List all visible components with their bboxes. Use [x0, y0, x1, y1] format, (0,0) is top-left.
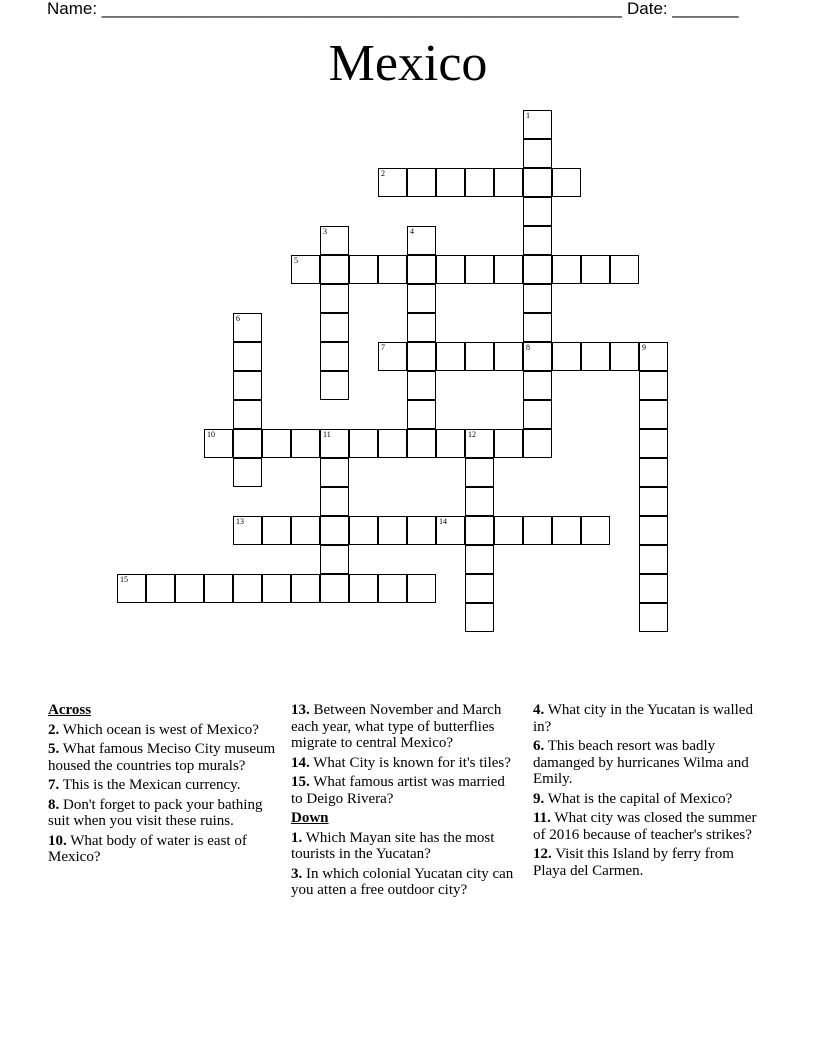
- grid-cell[interactable]: [436, 255, 465, 284]
- grid-cell[interactable]: [523, 284, 552, 313]
- clue-number: 10: [207, 430, 215, 439]
- grid-cell[interactable]: [262, 516, 291, 545]
- clue-number: 12: [468, 430, 476, 439]
- grid-cell[interactable]: [320, 487, 349, 516]
- grid-cell[interactable]: [233, 371, 262, 400]
- clue-across-8: 8. Don't forget to pack your bathing suit when you visit these ruins.: [48, 796, 263, 829]
- grid-cell[interactable]: [494, 516, 523, 545]
- clue-across-2: 2. Which ocean is west of Mexico?: [48, 721, 259, 738]
- clue-column-2: [291, 702, 516, 902]
- grid-cell[interactable]: [407, 371, 436, 400]
- across-heading: Across: [48, 702, 92, 718]
- grid-cell[interactable]: [639, 545, 668, 574]
- grid-cell[interactable]: [407, 516, 436, 545]
- grid-cell[interactable]: [233, 516, 262, 545]
- grid-cell[interactable]: [320, 574, 349, 603]
- grid-cell[interactable]: [639, 487, 668, 516]
- grid-cell[interactable]: [320, 342, 349, 371]
- grid-cell[interactable]: [436, 516, 465, 545]
- grid-cell[interactable]: [233, 342, 262, 371]
- grid-cell[interactable]: [291, 429, 320, 458]
- grid-cell[interactable]: [465, 574, 494, 603]
- grid-cell[interactable]: [378, 255, 407, 284]
- grid-cell[interactable]: [407, 284, 436, 313]
- grid-cell[interactable]: [639, 371, 668, 400]
- grid-cell[interactable]: [523, 139, 552, 168]
- grid-cell[interactable]: [639, 429, 668, 458]
- grid-cell[interactable]: [320, 371, 349, 400]
- clue-number: 7: [381, 343, 385, 352]
- grid-cell[interactable]: [378, 429, 407, 458]
- grid-cell[interactable]: [320, 458, 349, 487]
- clue-down-1: 1. Which Mayan site has the most tourists in the Yucatan?: [291, 829, 495, 862]
- grid-cell[interactable]: [436, 342, 465, 371]
- grid-cell[interactable]: [639, 516, 668, 545]
- grid-cell[interactable]: [436, 429, 465, 458]
- grid-cell[interactable]: [407, 574, 436, 603]
- clue-column-3: [533, 702, 758, 882]
- grid-cell[interactable]: [349, 574, 378, 603]
- grid-cell[interactable]: [204, 429, 233, 458]
- clue-across-15: 15. What famous artist was married to Deigo Rivera?: [291, 774, 505, 807]
- grid-cell[interactable]: [291, 574, 320, 603]
- grid-cell[interactable]: [117, 574, 146, 603]
- grid-cell[interactable]: [378, 574, 407, 603]
- clue-down-3: 3. In which colonial Yucatan city can you atten a free outdoor city?: [291, 865, 514, 898]
- grid-cell[interactable]: [465, 342, 494, 371]
- grid-cell[interactable]: [465, 429, 494, 458]
- clue-across-10: 10. What body of water is east of Mexico?: [48, 832, 247, 865]
- grid-cell[interactable]: [349, 429, 378, 458]
- grid-cell[interactable]: [610, 342, 639, 371]
- clue-number: 6: [236, 314, 240, 323]
- grid-cell[interactable]: [320, 226, 349, 255]
- grid-cell[interactable]: [465, 458, 494, 487]
- clue-column-1: [48, 702, 280, 869]
- grid-cell[interactable]: [465, 255, 494, 284]
- clue-down-6: 6. This beach resort was badly damanged by hurricanes Wilma and Emily.: [533, 738, 749, 787]
- grid-cell[interactable]: [262, 574, 291, 603]
- grid-cell[interactable]: [552, 168, 581, 197]
- grid-cell[interactable]: [378, 516, 407, 545]
- grid-cell[interactable]: [320, 545, 349, 574]
- grid-cell[interactable]: [523, 255, 552, 284]
- grid-cell[interactable]: [204, 574, 233, 603]
- grid-cell[interactable]: [349, 516, 378, 545]
- clue-number: 3: [323, 227, 327, 236]
- clue-number: 9: [642, 343, 646, 352]
- grid-cell[interactable]: [494, 429, 523, 458]
- grid-cell[interactable]: [320, 516, 349, 545]
- grid-cell[interactable]: [523, 168, 552, 197]
- grid-cell[interactable]: [291, 516, 320, 545]
- clue-across-13: 13. Between November and March each year, what type of butterflies migrate to central Mexico?: [291, 702, 502, 751]
- grid-cell[interactable]: [291, 255, 320, 284]
- name-line: Name: _______________________________________________________: [47, 0, 622, 18]
- grid-cell[interactable]: [378, 342, 407, 371]
- grid-cell[interactable]: [233, 429, 262, 458]
- grid-cell[interactable]: [407, 168, 436, 197]
- grid-cell[interactable]: [436, 168, 465, 197]
- grid-cell[interactable]: [465, 545, 494, 574]
- grid-cell[interactable]: [581, 516, 610, 545]
- grid-cell[interactable]: [407, 313, 436, 342]
- grid-cell[interactable]: [581, 342, 610, 371]
- clue-across-5: 5. What famous Meciso City museum housed the countries top murals?: [48, 741, 276, 774]
- grid-cell[interactable]: [233, 400, 262, 429]
- grid-cell[interactable]: [639, 342, 668, 371]
- grid-cell[interactable]: [465, 487, 494, 516]
- page-title: Mexico: [328, 35, 488, 92]
- clue-number: 11: [323, 430, 331, 439]
- clue-number: 1: [526, 111, 530, 120]
- grid-cell[interactable]: [494, 342, 523, 371]
- grid-cell[interactable]: [494, 255, 523, 284]
- grid-cell[interactable]: [639, 458, 668, 487]
- clue-number: 15: [120, 575, 128, 584]
- grid-cell[interactable]: [523, 342, 552, 371]
- grid-cell[interactable]: [407, 342, 436, 371]
- grid-cell[interactable]: [523, 197, 552, 226]
- clue-across-7: 7. This is the Mexican currency.: [48, 777, 241, 793]
- grid-cell[interactable]: [349, 255, 378, 284]
- grid-cell[interactable]: [494, 168, 523, 197]
- clue-down-12: 12. Visit this Island by ferry from Playa del Carmen.: [533, 846, 734, 879]
- grid-cell[interactable]: [233, 458, 262, 487]
- grid-cell[interactable]: [523, 313, 552, 342]
- clue-down-11: 11. What city was closed the summer of 2016 because of teacher's strikes?: [533, 810, 757, 843]
- grid-cell[interactable]: [610, 255, 639, 284]
- grid-cell[interactable]: [465, 168, 494, 197]
- grid-cell[interactable]: [320, 429, 349, 458]
- grid-cell[interactable]: [639, 574, 668, 603]
- grid-cell[interactable]: [378, 168, 407, 197]
- clue-number: 5: [294, 256, 298, 265]
- grid-cell[interactable]: [639, 603, 668, 632]
- grid-cell[interactable]: [407, 429, 436, 458]
- grid-cell[interactable]: [407, 255, 436, 284]
- grid-cell[interactable]: [552, 342, 581, 371]
- clue-across-14: 14. What City is known for it's tiles?: [291, 754, 511, 771]
- clue-number: 13: [236, 517, 244, 526]
- down-heading: Down: [291, 810, 329, 826]
- clue-number: 8: [526, 343, 530, 352]
- grid-cell[interactable]: [320, 284, 349, 313]
- grid-cell[interactable]: [552, 255, 581, 284]
- date-line: Date: _______: [627, 0, 739, 18]
- grid-cell[interactable]: [581, 255, 610, 284]
- grid-cell[interactable]: [523, 516, 552, 545]
- clue-number: 2: [381, 169, 385, 178]
- grid-cell[interactable]: [523, 429, 552, 458]
- grid-cell[interactable]: [175, 574, 204, 603]
- clue-number: 14: [439, 517, 447, 526]
- grid-cell[interactable]: [233, 574, 262, 603]
- grid-cell[interactable]: [320, 255, 349, 284]
- grid-cell[interactable]: [407, 226, 436, 255]
- grid-cell[interactable]: [146, 574, 175, 603]
- grid-cell[interactable]: [523, 371, 552, 400]
- grid-cell[interactable]: [407, 400, 436, 429]
- clue-down-9: 9. What is the capital of Mexico?: [533, 790, 733, 807]
- grid-cell[interactable]: [262, 429, 291, 458]
- grid-cell[interactable]: [233, 313, 262, 342]
- grid-cell[interactable]: [552, 516, 581, 545]
- grid-cell[interactable]: [465, 516, 494, 545]
- clue-down-4: 4. What city in the Yucatan is walled in?: [533, 702, 753, 735]
- clue-number: 4: [410, 227, 414, 236]
- grid-cell[interactable]: [320, 313, 349, 342]
- grid-cell[interactable]: [523, 226, 552, 255]
- grid-cell[interactable]: [523, 400, 552, 429]
- grid-cell[interactable]: [465, 603, 494, 632]
- grid-cell[interactable]: [639, 400, 668, 429]
- grid-cell[interactable]: [523, 110, 552, 139]
